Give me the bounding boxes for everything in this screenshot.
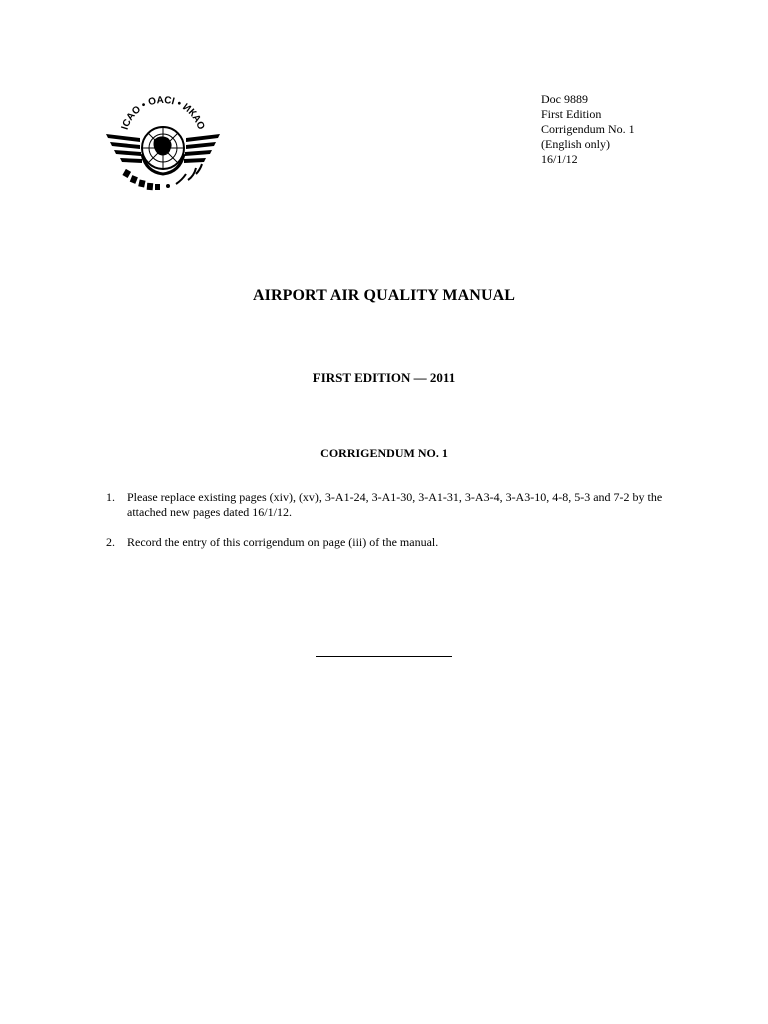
list-item-text: Please replace existing pages (xiv), (xv), 3-A1-24, 3-A1-30, 3-A1-31, 3-A3-4, 3-A3-10, 4-8, 5-3 and 7-2 by the attached new pages dated 16/1/12. bbox=[127, 490, 663, 519]
document-metadata bbox=[541, 92, 635, 167]
doc-date: 16/1/12 bbox=[541, 152, 578, 166]
svg-text:ICAO • OACI • ИКАО bbox=[120, 95, 207, 132]
doc-edition: First Edition bbox=[541, 107, 602, 121]
corrigendum-heading: CORRIGENDUM NO. 1 bbox=[320, 446, 448, 460]
edition-line: FIRST EDITION — 2011 bbox=[312, 370, 456, 385]
logo-arc-text: ICAO • OACI • ИКАО bbox=[119, 94, 207, 132]
doc-language: (English only) bbox=[541, 137, 610, 151]
list-item-text: Record the entry of this corrigendum on page (iii) of the manual. bbox=[127, 535, 439, 549]
icao-emblem-icon bbox=[104, 88, 222, 196]
list-item bbox=[106, 535, 666, 550]
closing-divider bbox=[316, 656, 452, 657]
list-item bbox=[106, 490, 666, 520]
list-item-number: 1. bbox=[106, 490, 115, 504]
doc-corrigendum: Corrigendum No. 1 bbox=[541, 122, 635, 136]
doc-number: Doc 9889 bbox=[541, 92, 588, 106]
list-item-number: 2. bbox=[106, 535, 115, 549]
document-title: AIRPORT AIR QUALITY MANUAL bbox=[252, 287, 516, 304]
